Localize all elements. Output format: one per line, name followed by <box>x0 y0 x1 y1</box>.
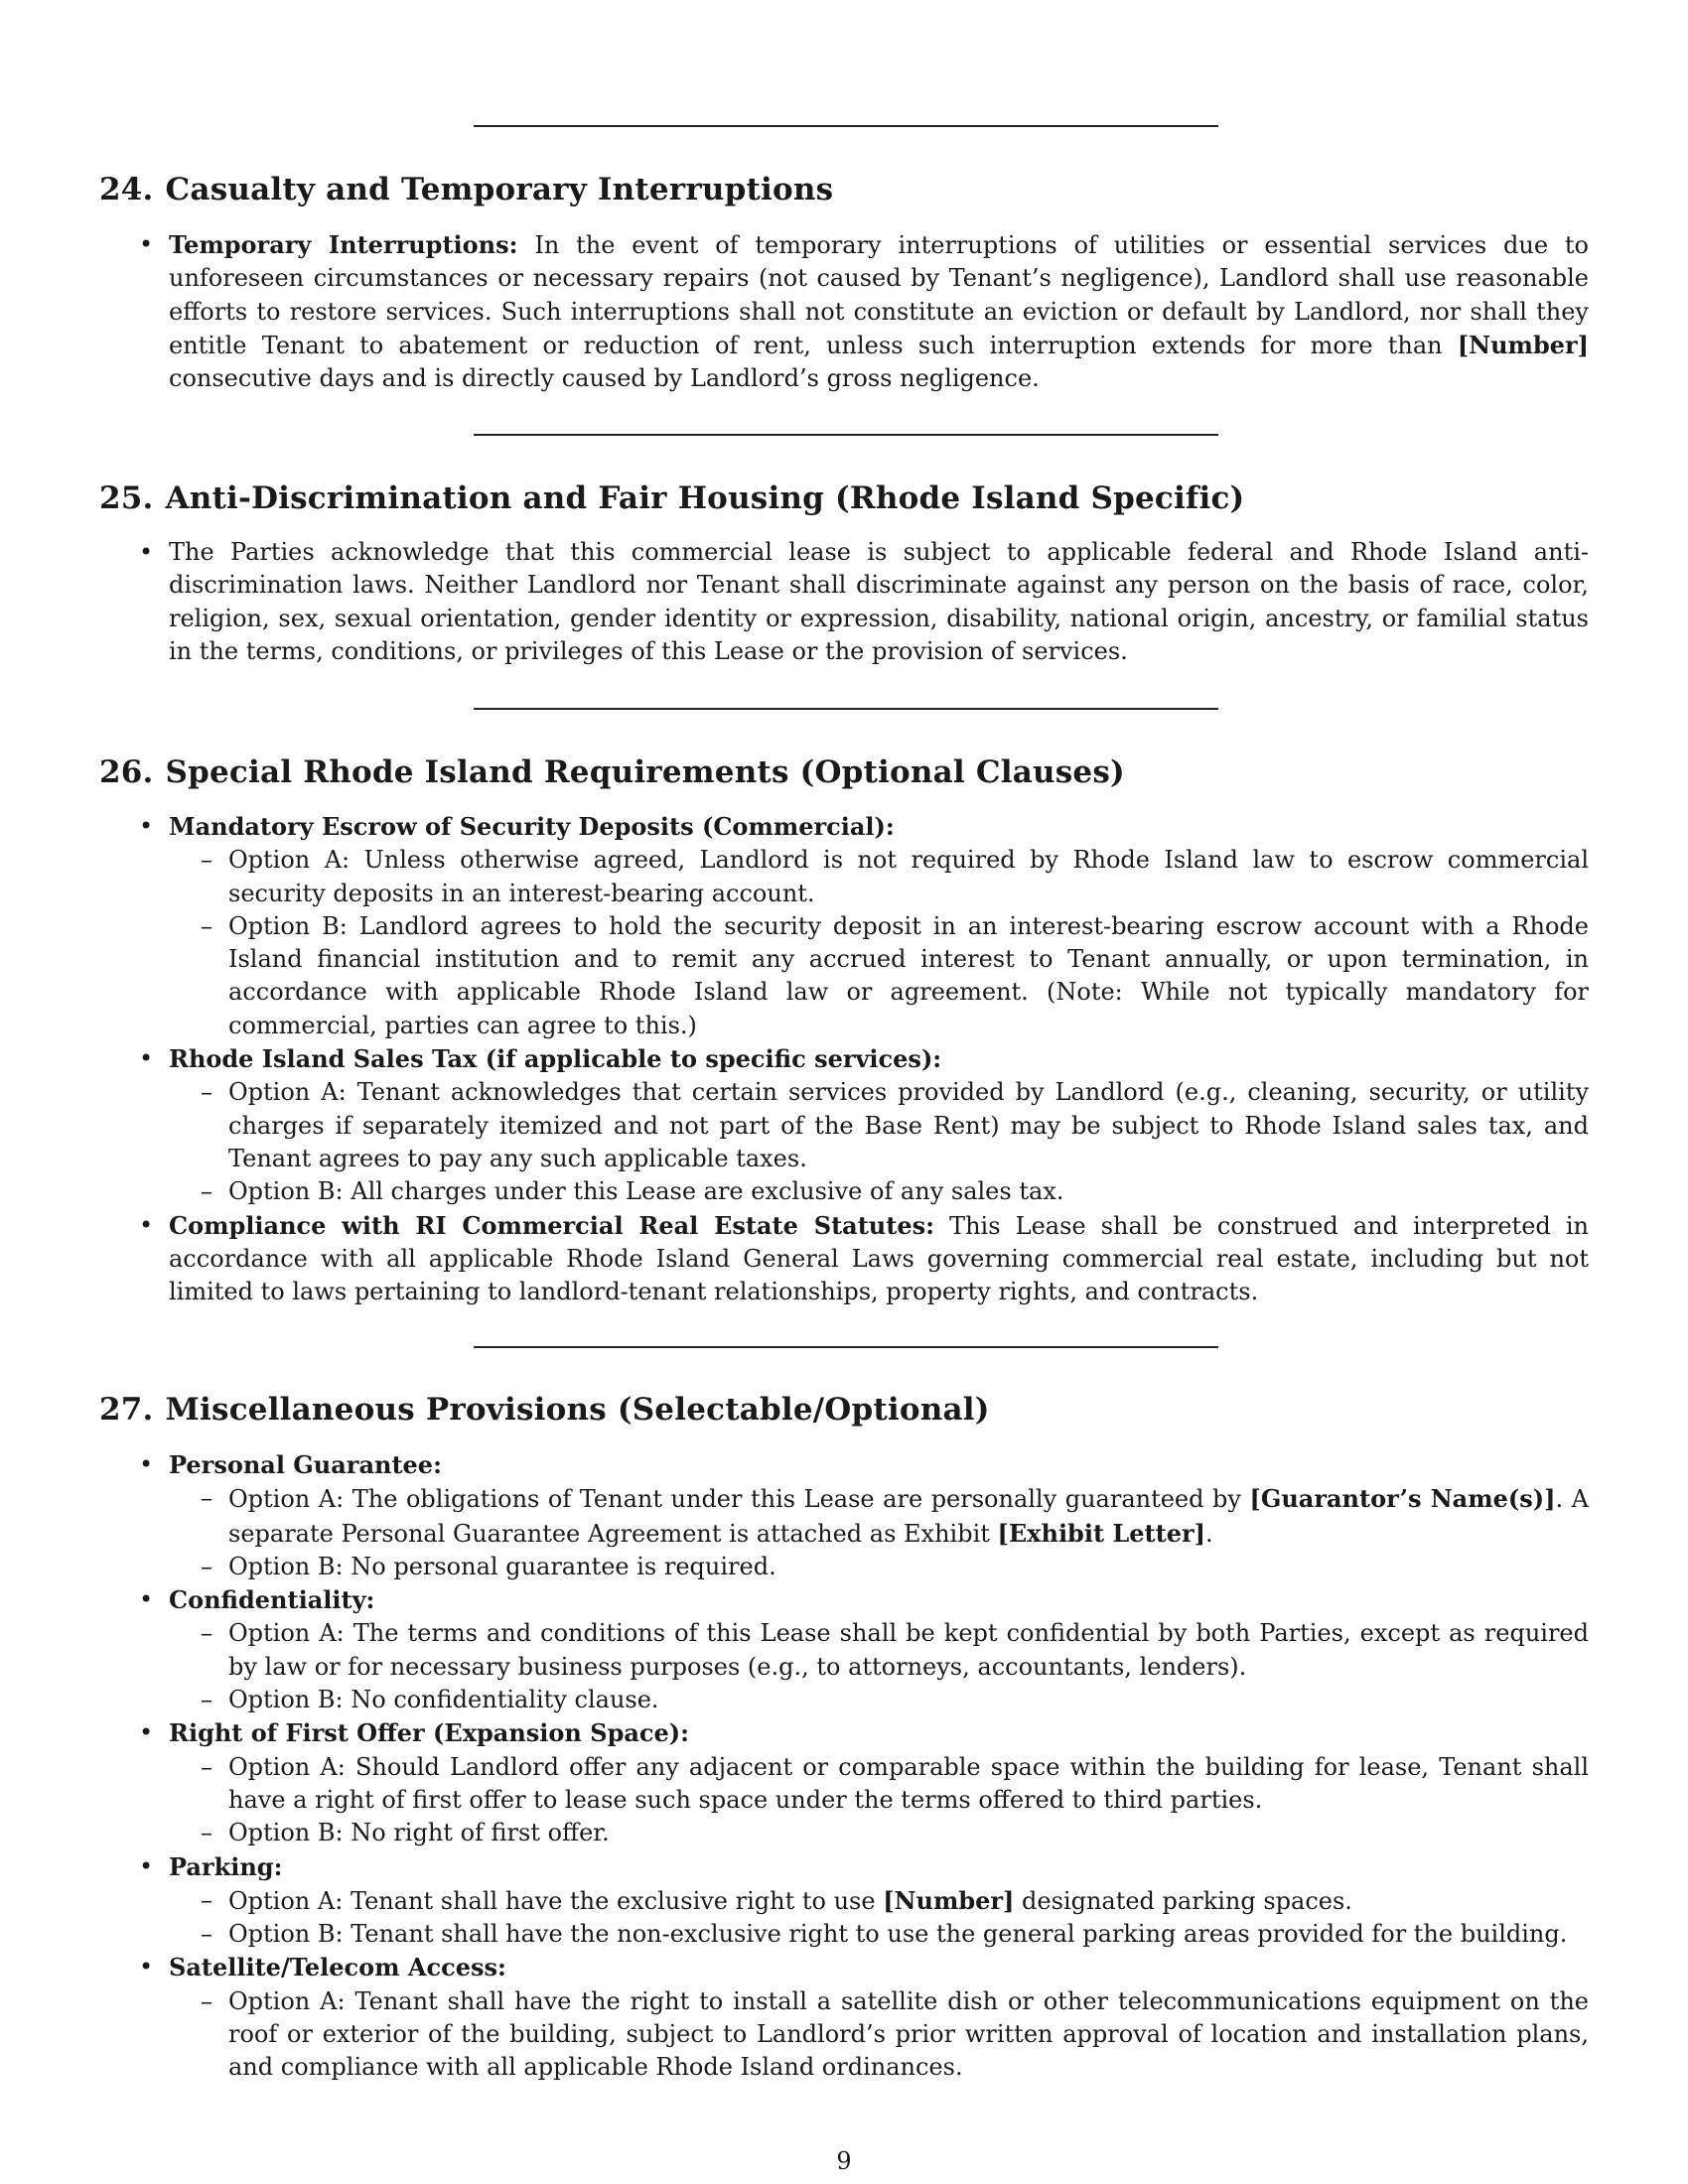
option-item: – Option A: Tenant shall have the right to install a satellite dish or other telecommunications equipment on the roof or exterior of the building, subject to Landlord’s prior written approval of location and installation plans, and compliance with all applicable Rhode Island ordinances. <box>169 1985 1589 2085</box>
section-26-heading: 26. Special Rhode Island Requirements (Optional Clauses) <box>99 754 1125 790</box>
option-item: – Option B: No right of first offer. <box>169 1817 1589 1849</box>
page-number: 9 <box>836 2147 852 2175</box>
placeholder-guarantor: [Guarantor’s Name(s)] <box>1249 1484 1556 1514</box>
section-25-heading: 25. Anti-Discrimination and Fair Housing (Rhode Island Specific) <box>99 480 1245 516</box>
section-divider <box>474 1346 1218 1348</box>
option-item: – Option B: No personal guarantee is required. <box>169 1551 1589 1583</box>
option-item: – Option A: Tenant acknowledges that certain services provided by Landlord (e.g., cleaning, security, or utility charges if separately itemized and not part of the Base Rent) may be subject to Rhode Island sales tax, and Tenant agrees to pay any such applicable taxes. <box>169 1076 1589 1175</box>
list-item: • Personal Guarantee: – Option A: The obligations of Tenant under this Lease are personally guaranteed by [Guarantor’s Name(s)]. A separate Personal Guarantee Agreement is attached as Exhibit [Exhibit Letter]. – Option B: No personal guarantee is required. <box>99 1448 1589 1583</box>
section-26-list <box>99 810 1589 1308</box>
list-item: • Satellite/Telecom Access: – Option A: Tenant shall have the right to install a satellite dish or other telecommunications equipment on the roof or exterior of the building, subject to Landlord’s prior written approval of location and installation plans, and compliance with all applicable Rhode Island ordinances. <box>99 1951 1589 2084</box>
list-item: • Compliance with RI Commercial Real Estate Statutes: This Lease shall be construed and interpreted in accordance with all applicable Rhode Island General Laws governing commercial real estate, including but not limited to laws pertaining to landlord-tenant relationships, property rights, and contracts. <box>99 1209 1589 1309</box>
option-item: – Option A: Tenant shall have the exclusive right to use [Number] designated parking spaces. <box>169 1884 1589 1918</box>
option-item: – Option B: No confidentiality clause. <box>169 1684 1589 1716</box>
option-item: – Option A: The terms and conditions of this Lease shall be kept confidential by both Parties, except as required by law or for necessary business purposes (e.g., to attorneys, accountants, lenders). <box>169 1617 1589 1684</box>
section-27-list <box>99 1448 1589 2085</box>
section-divider <box>474 708 1218 710</box>
option-item: – Option B: Tenant shall have the non-exclusive right to use the general parking areas provided for the building. <box>169 1918 1589 1951</box>
list-item: • Right of First Offer (Expansion Space): – Option A: Should Landlord offer any adjacent or comparable space within the building for lease, Tenant shall have a right of first offer to lease such space under the terms offered to third parties. – Option B: No right of first offer. <box>99 1716 1589 1849</box>
section-24-heading: 24. Casualty and Temporary Interruptions <box>99 172 834 207</box>
list-item: • Rhode Island Sales Tax (if applicable to specific services): – Option A: Tenant acknowledges that certain services provided by Landlord (e.g., cleaning, security, or utility charges if separately itemized and not part of the Base Rent) may be subject to Rhode Island sales tax, and Tenant agrees to pay any such applicable taxes. – Option B: All charges under this Lease are exclusive of any sales tax. <box>99 1042 1589 1208</box>
option-item: – Option A: The obligations of Tenant under this Lease are personally guaranteed by [Guarantor’s Name(s)]. A separate Personal Guarantee Agreement is attached as Exhibit [Exhibit Letter]. <box>169 1482 1589 1551</box>
placeholder-exhibit: [Exhibit Letter] <box>997 1518 1205 1548</box>
section-divider <box>474 125 1218 127</box>
list-item: • Parking: – Option A: Tenant shall have the exclusive right to use [Number] designated parking spaces. – Option B: Tenant shall have the non-exclusive right to use the general parking areas provided for the building. <box>99 1850 1589 1952</box>
option-item: – Option A: Should Landlord offer any adjacent or comparable space within the building for lease, Tenant shall have a right of first offer to lease such space under the terms offered to third parties. <box>169 1751 1589 1818</box>
section-25-list <box>99 536 1589 668</box>
section-24-list <box>99 228 1589 395</box>
section-divider <box>474 434 1218 436</box>
list-item: • The Parties acknowledge that this commercial lease is subject to applicable federal and Rhode Island anti-discrimination laws. Neither Landlord nor Tenant shall discriminate against any person on the basis of race, color, religion, sex, sexual orientation, gender identity or expression, disability, national origin, ancestry, or familial status in the terms, conditions, or privileges of this Lease or the provision of services. <box>99 536 1589 668</box>
placeholder-number: [Number] <box>883 1885 1015 1915</box>
option-item: – Option B: All charges under this Lease are exclusive of any sales tax. <box>169 1175 1589 1208</box>
placeholder-number: [Number] <box>1457 330 1589 359</box>
option-item: – Option B: Landlord agrees to hold the security deposit in an interest-bearing escrow account with a Rhode Island financial institution and to remit any accrued interest to Tenant annually, or upon termination, in accordance with applicable Rhode Island law or agreement. (Note: While not typically mandatory for commercial, parties can agree to this.) <box>169 910 1589 1042</box>
section-27-heading: 27. Miscellaneous Provisions (Selectable/Optional) <box>99 1392 990 1428</box>
list-item: • Temporary Interruptions: In the event of temporary interruptions of utilities or essential services due to unforeseen circumstances or necessary repairs (not caused by Tenant’s negligence), Landlord shall use reasonable efforts to restore services. Such interruptions shall not constitute an eviction or default by Landlord, nor shall they entitle Tenant to abatement or reduction of rent, unless such interruption extends for more than [Number] consecutive days and is directly caused by Landlord’s gross negligence. <box>99 228 1589 395</box>
list-item: • Confidentiality: – Option A: The terms and conditions of this Lease shall be kept confidential by both Parties, except as required by law or for necessary business purposes (e.g., to attorneys, accountants, lenders). – Option B: No confidentiality clause. <box>99 1583 1589 1716</box>
option-item: – Option A: Unless otherwise agreed, Landlord is not required by Rhode Island law to escrow commercial security deposits in an interest-bearing account. <box>169 844 1589 910</box>
list-item: • Mandatory Escrow of Security Deposits (Commercial): – Option A: Unless otherwise agreed, Landlord is not required by Rhode Island law to escrow commercial security deposits in an interest-bearing account. – Option B: Landlord agrees to hold the security deposit in an interest-bearing escrow account with a Rhode Island financial institution and to remit any accrued interest to Tenant annually, or upon termination, in accordance with applicable Rhode Island law or agreement. (Note: While not typically mandatory for commercial, parties can agree to this.) <box>99 810 1589 1042</box>
